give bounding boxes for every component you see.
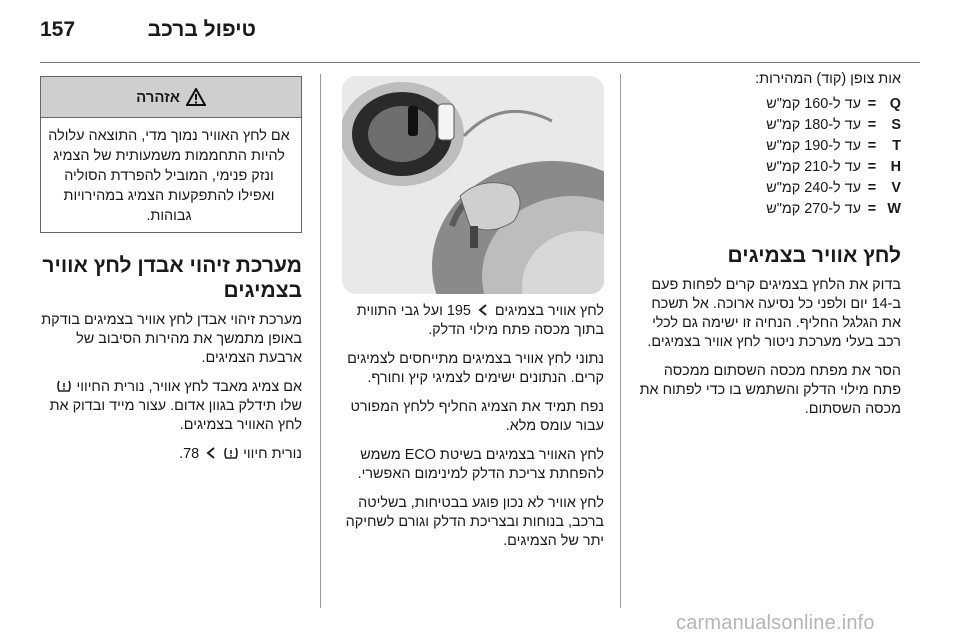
paragraph-part: שלו תידלק בגוון אדום. עצור מייד ובדוק את לחץ האוויר בצמיגים. bbox=[49, 398, 302, 433]
speed-code-row bbox=[636, 179, 901, 200]
paragraph: מערכת זיהוי אבדן לחץ אוויר בצמיגים בודקת באופן מתמשך את מהירות הסיבוב של ארבעת הצמיגים. bbox=[41, 312, 302, 366]
warning-title: אזהרה bbox=[136, 88, 180, 106]
header-divider bbox=[40, 62, 920, 63]
speed-code-row bbox=[636, 116, 901, 137]
equals-sign: = bbox=[867, 201, 877, 217]
paragraph-part: לחץ אוויר בצמיגים bbox=[494, 303, 604, 319]
paragraph-part: אם צמיג מאבד לחץ אוויר, נורית החיווי bbox=[76, 379, 302, 395]
tire-valve-illustration bbox=[342, 76, 604, 294]
speed-code-value: עד ל-160 קמ"ש bbox=[766, 96, 861, 112]
paragraph: לחץ האוויר בצמיגים בשיטת ECO משמש להפחתת צריכת הדלק למינימום האפשרי. bbox=[357, 447, 604, 482]
tire-pressure-warning-icon bbox=[223, 445, 239, 461]
equals-sign: = bbox=[867, 138, 877, 154]
paragraph: הסר את מפתח מכסה השסתום ממכסה פתח מילוי הדלק והשתמש בו כדי לפתוח את מכסה השסתום. bbox=[639, 363, 901, 417]
left-column bbox=[40, 76, 302, 474]
equals-sign: = bbox=[867, 96, 877, 112]
speed-code-letter: H bbox=[890, 159, 901, 175]
tire-pressure-warning-icon bbox=[56, 378, 72, 394]
speed-code-letter: W bbox=[887, 201, 901, 217]
paragraph-part: 195 ועל גבי התווית בתוך מכסה פתח מילוי הדלק. bbox=[356, 303, 604, 338]
speed-code-letter: V bbox=[891, 180, 901, 196]
equals-sign: = bbox=[867, 117, 877, 133]
warning-text: אם לחץ האוויר נמוך מדי, התוצאה עלולה להיות התחממות משמעותית של הצמיג ונזק פנימי, המוביל להפרדת הסוליה ואפילו להתפקעות הצמיג במהירויות גבוהות. bbox=[48, 128, 290, 224]
paragraph-part: נורית חיווי bbox=[243, 446, 302, 462]
warning-box bbox=[40, 76, 302, 233]
page-number: 157 bbox=[40, 18, 76, 41]
equals-sign: = bbox=[867, 180, 877, 196]
warning-triangle-icon bbox=[186, 88, 206, 106]
page-reference-arrow-icon bbox=[475, 302, 491, 318]
speed-code-intro: אות צופן (קוד) המהירות: bbox=[755, 71, 901, 87]
speed-code-row bbox=[636, 137, 901, 158]
middle-column bbox=[336, 76, 604, 561]
speed-code-row bbox=[636, 95, 901, 116]
speed-code-list bbox=[636, 95, 901, 221]
speed-code-value: עד ל-210 קמ"ש bbox=[766, 159, 861, 175]
paragraph bbox=[40, 445, 302, 464]
speed-code-value: עד ל-180 קמ"ש bbox=[766, 117, 861, 133]
speed-code-row bbox=[636, 158, 901, 179]
speed-code-letter: S bbox=[891, 117, 901, 133]
page-reference-arrow-icon bbox=[203, 445, 219, 461]
speed-code-row bbox=[636, 200, 901, 221]
speed-code-letter: T bbox=[892, 138, 901, 154]
paragraph bbox=[40, 378, 302, 435]
speed-code-value: עד ל-240 קמ"ש bbox=[766, 180, 861, 196]
paragraph: בדוק את הלחץ בצמיגים קרים לפחות פעם ב-14 יום ולפני כל נסיעה ארוכה. אל תשכח את הגלגל החליף. הנחיה זו ישימה גם לכלי רכב בעלי מערכת ניטור לחץ אוויר בצמיגים. bbox=[647, 277, 901, 350]
paragraph: לחץ אוויר לא נכון פוגע בבטיחות, בשליטה ברכב, בנוחות ובצריכת הדלק וגורם לשחיקה יתר של הצמיגים. bbox=[345, 495, 604, 549]
warning-header bbox=[41, 77, 301, 118]
tire-valve-drawing bbox=[342, 76, 604, 294]
watermark: carmanualsonline.info bbox=[676, 612, 875, 634]
page-header bbox=[40, 14, 920, 54]
column-divider-left bbox=[320, 74, 321, 608]
page-title: טיפול ברכב bbox=[147, 18, 256, 41]
column-divider-right bbox=[620, 74, 621, 608]
section-title-tire-pressure: לחץ אוויר בצמיגים bbox=[727, 244, 901, 267]
paragraph: נתוני לחץ אוויר בצמיגים מתייחסים לצמיגים קרים. הנתונים ישימים לצמיגי קיץ וחורף. bbox=[347, 351, 604, 386]
speed-code-letter: Q bbox=[889, 96, 901, 112]
equals-sign: = bbox=[867, 159, 877, 175]
paragraph-part: 78. bbox=[179, 446, 200, 462]
speed-code-value: עד ל-270 קמ"ש bbox=[766, 201, 861, 217]
speed-code-value: עד ל-190 קמ"ש bbox=[766, 138, 861, 154]
paragraph bbox=[336, 302, 604, 340]
paragraph: נפח תמיד את הצמיג החליף ללחץ המפורט עבור עומס מלא. bbox=[350, 399, 604, 434]
section-title-pressure-loss: מערכת זיהוי אבדן לחץ אוויר בצמיגים bbox=[42, 254, 302, 302]
right-column bbox=[636, 70, 901, 429]
